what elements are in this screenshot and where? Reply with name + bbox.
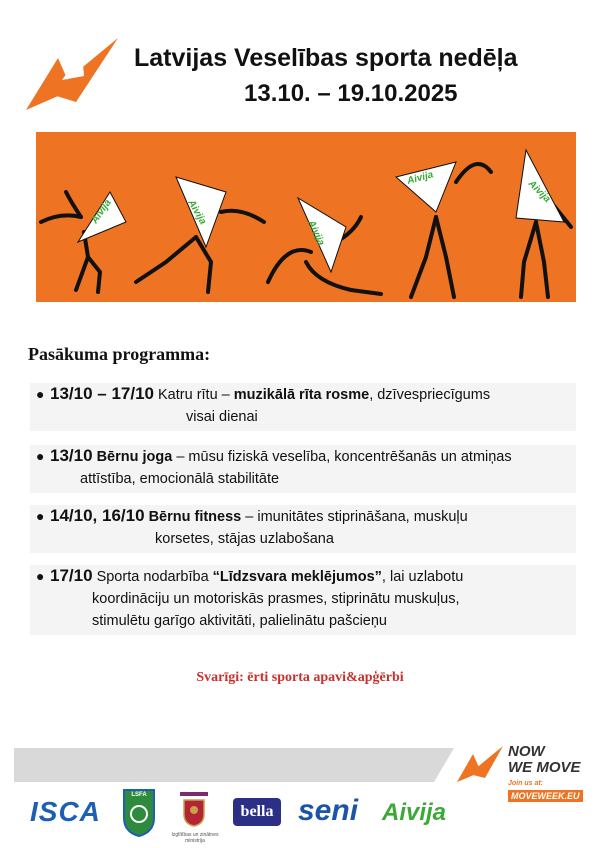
join-us-label: Join us at: (508, 780, 544, 787)
ministry-crest-icon (178, 792, 210, 828)
event-dates: 13.10. – 19.10.2025 (244, 80, 458, 107)
banner (36, 132, 576, 302)
item-date: 13/10 – 17/10 (50, 384, 154, 403)
footer-band (14, 748, 454, 782)
bella-logo: bella (233, 798, 281, 826)
bullet-icon: ● (36, 448, 45, 464)
ministry-label: Izglītības un zinātnes ministrija (171, 832, 219, 844)
bullet-icon: ● (36, 508, 45, 524)
stick-figures-illustration (36, 132, 576, 302)
flag-label: Aivija (305, 218, 327, 248)
important-note: Svarīgi: ērti sporta apavi&apģērbi (196, 670, 404, 685)
program-heading: Pasākuma programma: (28, 344, 211, 364)
item-date: 17/10 (50, 566, 93, 585)
moveweek-url: MOVEWEEK.EU (508, 790, 583, 802)
isca-logo: ISCA (30, 796, 101, 827)
bullet-icon: ● (36, 568, 45, 584)
program-item: ● 17/10 Sporta nodarbība “Līdzsvara meklējumos”, lai uzlabotu koordināciju un motoriskās prasmes, stiprinātu muskuļus, stimulētu garīgo aktivitāti, palielinātu pašcieņu (30, 565, 576, 635)
program-item: ● 14/10, 16/10 Bērnu fitness – imunitātes stiprināšana, muskuļu korsetes, stājas uzlabošana (30, 505, 576, 553)
lsfa-logo-text: LSFA (131, 792, 147, 798)
seni-logo: seni (298, 794, 359, 827)
item-date: 14/10, 16/10 (50, 506, 145, 525)
item-activity: Bērnu joga (96, 449, 173, 465)
program-item: ● 13/10 – 17/10 Katru rītu – muzikālā rīta rosme, dzīvespriecīgums visai dienai (30, 383, 576, 431)
program-item: ● 13/10 Bērnu joga – mūsu fiziskā veselība, koncentrēšanās un atmiņas attīstība, emocionālā stabilitāte (30, 445, 576, 493)
flag-label: Aivija (89, 197, 114, 226)
item-activity: Bērnu fitness (148, 509, 242, 525)
item-activity: muzikālā rīta rosme (233, 387, 370, 403)
bullet-icon: ● (36, 386, 45, 402)
page-title: Latvijas Veselības sporta nedēļa (134, 44, 518, 72)
now-we-move-logo-icon (455, 744, 505, 784)
item-activity: “Līdzsvara meklējumos” (212, 569, 382, 585)
item-date: 13/10 (50, 446, 93, 465)
now-we-move-text: NOW WE MOVE (508, 743, 581, 776)
flag-label: Aivija (405, 169, 435, 187)
flag-label: Aivija (185, 198, 209, 227)
event-logo-icon (22, 36, 122, 116)
aivija-logo: Aivija (382, 799, 447, 826)
flag-label: Aivija (525, 178, 553, 205)
